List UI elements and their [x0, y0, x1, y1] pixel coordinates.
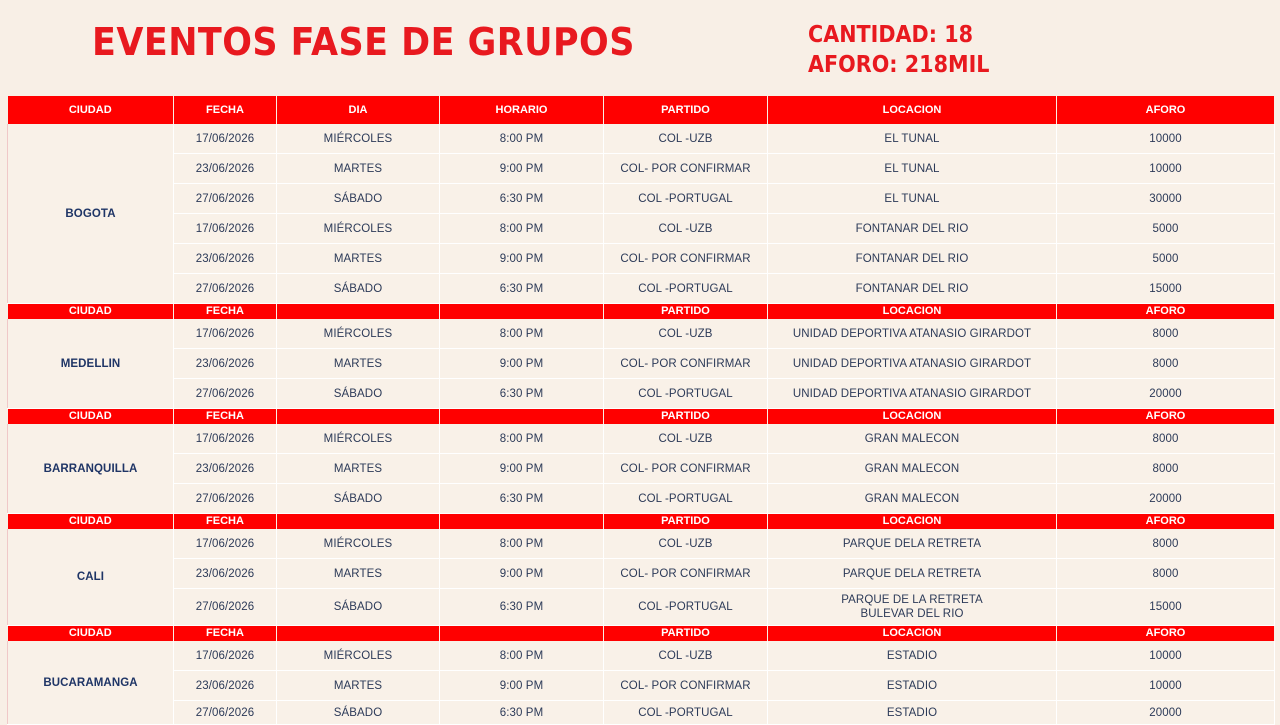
header-dia	[277, 304, 440, 320]
fecha-cell: 17/06/2026	[174, 424, 277, 454]
table-row	[8, 559, 1275, 589]
fecha-cell: 17/06/2026	[174, 124, 277, 154]
aforo-cell: 8000	[1057, 424, 1275, 454]
table-row	[8, 244, 1275, 274]
locacion-cell: UNIDAD DEPORTIVA ATANASIO GIRARDOT	[768, 379, 1057, 409]
locacion-cell: PARQUE DELA RETRETA	[768, 529, 1057, 559]
horario-cell: 8:00 PM	[440, 124, 604, 154]
header-locacion: LOCACION	[768, 409, 1057, 425]
partido-cell: COL -PORTUGAL	[604, 184, 768, 214]
city-cell: MEDELLIN	[8, 319, 174, 409]
locacion-cell: UNIDAD DEPORTIVA ATANASIO GIRARDOT	[768, 319, 1057, 349]
fecha-cell: 17/06/2026	[174, 641, 277, 671]
city-cell: CALI	[8, 529, 174, 626]
dia-cell: MARTES	[277, 349, 440, 379]
table-row	[8, 379, 1275, 409]
locacion-cell: UNIDAD DEPORTIVA ATANASIO GIRARDOT	[768, 349, 1057, 379]
aforo-cell: 5000	[1057, 244, 1275, 274]
dia-cell: MIÉRCOLES	[277, 424, 440, 454]
aforo-cell: 8000	[1057, 319, 1275, 349]
dia-cell: MIÉRCOLES	[277, 124, 440, 154]
dia-cell: MARTES	[277, 244, 440, 274]
partido-cell: COL -UZB	[604, 214, 768, 244]
locacion-cell: ESTADIO	[768, 671, 1057, 701]
aforo-stat: AFORO: 218MIL	[808, 52, 990, 78]
header-aforo: AFORO	[1057, 304, 1275, 320]
header-partido: PARTIDO	[604, 514, 768, 530]
partido-cell: COL- POR CONFIRMAR	[604, 349, 768, 379]
header-horario: HORARIO	[440, 96, 604, 124]
partido-cell: COL -UZB	[604, 124, 768, 154]
aforo-cell: 20000	[1057, 379, 1275, 409]
events-table-body	[8, 96, 1275, 725]
partido-cell: COL -PORTUGAL	[604, 589, 768, 626]
header-ciudad: CIUDAD	[8, 409, 174, 425]
header-dia: DIA	[277, 96, 440, 124]
table-header-row	[8, 626, 1275, 642]
table-row	[8, 349, 1275, 379]
header-horario	[440, 304, 604, 320]
fecha-cell: 27/06/2026	[174, 274, 277, 304]
stats-block	[808, 20, 989, 80]
aforo-cell: 8000	[1057, 529, 1275, 559]
dia-cell: SÁBADO	[277, 484, 440, 514]
dia-cell: MARTES	[277, 454, 440, 484]
dia-cell: SÁBADO	[277, 589, 440, 626]
locacion-cell: GRAN MALECON	[768, 484, 1057, 514]
horario-cell: 9:00 PM	[440, 154, 604, 184]
header-locacion: LOCACION	[768, 514, 1057, 530]
table-row	[8, 424, 1275, 454]
table-row	[8, 529, 1275, 559]
dia-cell: SÁBADO	[277, 379, 440, 409]
locacion-cell: ESTADIO	[768, 641, 1057, 671]
horario-cell: 6:30 PM	[440, 274, 604, 304]
dia-cell: MIÉRCOLES	[277, 214, 440, 244]
city-cell: BOGOTA	[8, 124, 174, 304]
locacion-cell: ESTADIO	[768, 701, 1057, 725]
horario-cell: 8:00 PM	[440, 319, 604, 349]
header-locacion: LOCACION	[768, 304, 1057, 320]
header-partido: PARTIDO	[604, 304, 768, 320]
fecha-cell: 17/06/2026	[174, 529, 277, 559]
table-header-row	[8, 514, 1275, 530]
dia-cell: SÁBADO	[277, 274, 440, 304]
aforo-cell: 10000	[1057, 671, 1275, 701]
header-aforo: AFORO	[1057, 626, 1275, 642]
table-row	[8, 701, 1275, 725]
horario-cell: 6:30 PM	[440, 589, 604, 626]
dia-cell: MIÉRCOLES	[277, 641, 440, 671]
horario-cell: 9:00 PM	[440, 559, 604, 589]
aforo-cell: 10000	[1057, 641, 1275, 671]
header-locacion: LOCACION	[768, 626, 1057, 642]
header-aforo: AFORO	[1057, 409, 1275, 425]
fecha-cell: 23/06/2026	[174, 671, 277, 701]
partido-cell: COL- POR CONFIRMAR	[604, 154, 768, 184]
header-dia	[277, 409, 440, 425]
header-dia	[277, 514, 440, 530]
partido-cell: COL -UZB	[604, 424, 768, 454]
locacion-cell: GRAN MALECON	[768, 424, 1057, 454]
locacion-line: BULEVAR DEL RIO	[860, 608, 964, 620]
aforo-cell: 20000	[1057, 701, 1275, 725]
locacion-cell	[768, 589, 1057, 626]
fecha-cell: 17/06/2026	[174, 319, 277, 349]
horario-cell: 8:00 PM	[440, 214, 604, 244]
locacion-cell: FONTANAR DEL RIO	[768, 274, 1057, 304]
locacion-cell: FONTANAR DEL RIO	[768, 214, 1057, 244]
horario-cell: 9:00 PM	[440, 454, 604, 484]
header-fecha: FECHA	[174, 304, 277, 320]
header-aforo: AFORO	[1057, 96, 1275, 124]
header-fecha: FECHA	[174, 409, 277, 425]
partido-cell: COL -UZB	[604, 319, 768, 349]
horario-cell: 6:30 PM	[440, 184, 604, 214]
aforo-cell: 15000	[1057, 274, 1275, 304]
header-dia	[277, 626, 440, 642]
aforo-cell: 8000	[1057, 454, 1275, 484]
partido-cell: COL -PORTUGAL	[604, 379, 768, 409]
header-aforo: AFORO	[1057, 514, 1275, 530]
horario-cell: 6:30 PM	[440, 701, 604, 725]
fecha-cell: 27/06/2026	[174, 589, 277, 626]
table-row	[8, 319, 1275, 349]
fecha-cell: 17/06/2026	[174, 214, 277, 244]
partido-cell: COL -PORTUGAL	[604, 274, 768, 304]
aforo-cell: 8000	[1057, 349, 1275, 379]
horario-cell: 8:00 PM	[440, 424, 604, 454]
header-fecha: FECHA	[174, 626, 277, 642]
header-partido: PARTIDO	[604, 409, 768, 425]
horario-cell: 6:30 PM	[440, 379, 604, 409]
header-horario	[440, 626, 604, 642]
fecha-cell: 23/06/2026	[174, 349, 277, 379]
header-ciudad: CIUDAD	[8, 626, 174, 642]
fecha-cell: 23/06/2026	[174, 244, 277, 274]
dia-cell: MARTES	[277, 154, 440, 184]
table-row	[8, 641, 1275, 671]
fecha-cell: 23/06/2026	[174, 154, 277, 184]
table-row	[8, 671, 1275, 701]
locacion-cell: FONTANAR DEL RIO	[768, 244, 1057, 274]
table-row	[8, 454, 1275, 484]
city-cell: BUCARAMANGA	[8, 641, 174, 725]
header-ciudad: CIUDAD	[8, 514, 174, 530]
horario-cell: 6:30 PM	[440, 484, 604, 514]
header-ciudad: CIUDAD	[8, 304, 174, 320]
header-horario	[440, 514, 604, 530]
header-partido: PARTIDO	[604, 626, 768, 642]
page-title: EVENTOS FASE DE GRUPOS	[92, 20, 635, 64]
header-locacion: LOCACION	[768, 96, 1057, 124]
table-row	[8, 154, 1275, 184]
horario-cell: 9:00 PM	[440, 244, 604, 274]
aforo-cell: 10000	[1057, 124, 1275, 154]
horario-cell: 9:00 PM	[440, 671, 604, 701]
partido-cell: COL- POR CONFIRMAR	[604, 559, 768, 589]
table-row	[8, 124, 1275, 154]
table-header-row	[8, 96, 1275, 124]
aforo-cell: 5000	[1057, 214, 1275, 244]
dia-cell: SÁBADO	[277, 701, 440, 725]
table-header-row	[8, 304, 1275, 320]
partido-cell: COL- POR CONFIRMAR	[604, 454, 768, 484]
fecha-cell: 23/06/2026	[174, 559, 277, 589]
locacion-cell: GRAN MALECON	[768, 454, 1057, 484]
aforo-cell: 10000	[1057, 154, 1275, 184]
aforo-cell: 30000	[1057, 184, 1275, 214]
table-row	[8, 184, 1275, 214]
horario-cell: 8:00 PM	[440, 529, 604, 559]
partido-cell: COL -UZB	[604, 641, 768, 671]
fecha-cell: 27/06/2026	[174, 184, 277, 214]
horario-cell: 9:00 PM	[440, 349, 604, 379]
header-fecha: FECHA	[174, 96, 277, 124]
partido-cell: COL- POR CONFIRMAR	[604, 671, 768, 701]
locacion-cell: PARQUE DELA RETRETA	[768, 559, 1057, 589]
dia-cell: SÁBADO	[277, 184, 440, 214]
locacion-cell: EL TUNAL	[768, 124, 1057, 154]
dia-cell: MARTES	[277, 559, 440, 589]
events-table	[7, 96, 1275, 725]
header-partido: PARTIDO	[604, 96, 768, 124]
city-cell: BARRANQUILLA	[8, 424, 174, 514]
dia-cell: MARTES	[277, 671, 440, 701]
locacion-cell: EL TUNAL	[768, 154, 1057, 184]
locacion-line: PARQUE DE LA RETRETA	[841, 594, 983, 606]
dia-cell: MIÉRCOLES	[277, 529, 440, 559]
aforo-cell: 15000	[1057, 589, 1275, 626]
table-row	[8, 589, 1275, 626]
table-header-row	[8, 409, 1275, 425]
aforo-cell: 8000	[1057, 559, 1275, 589]
partido-cell: COL -PORTUGAL	[604, 701, 768, 725]
cantidad-stat: CANTIDAD: 18	[808, 22, 974, 48]
fecha-cell: 27/06/2026	[174, 484, 277, 514]
horario-cell: 8:00 PM	[440, 641, 604, 671]
dia-cell: MIÉRCOLES	[277, 319, 440, 349]
aforo-cell: 20000	[1057, 484, 1275, 514]
table-row	[8, 214, 1275, 244]
partido-cell: COL -UZB	[604, 529, 768, 559]
table-row	[8, 274, 1275, 304]
header-horario	[440, 409, 604, 425]
fecha-cell: 23/06/2026	[174, 454, 277, 484]
header-fecha: FECHA	[174, 514, 277, 530]
table-row	[8, 484, 1275, 514]
header-ciudad: CIUDAD	[8, 96, 174, 124]
fecha-cell: 27/06/2026	[174, 379, 277, 409]
partido-cell: COL- POR CONFIRMAR	[604, 244, 768, 274]
fecha-cell: 27/06/2026	[174, 701, 277, 725]
partido-cell: COL -PORTUGAL	[604, 484, 768, 514]
locacion-cell: EL TUNAL	[768, 184, 1057, 214]
